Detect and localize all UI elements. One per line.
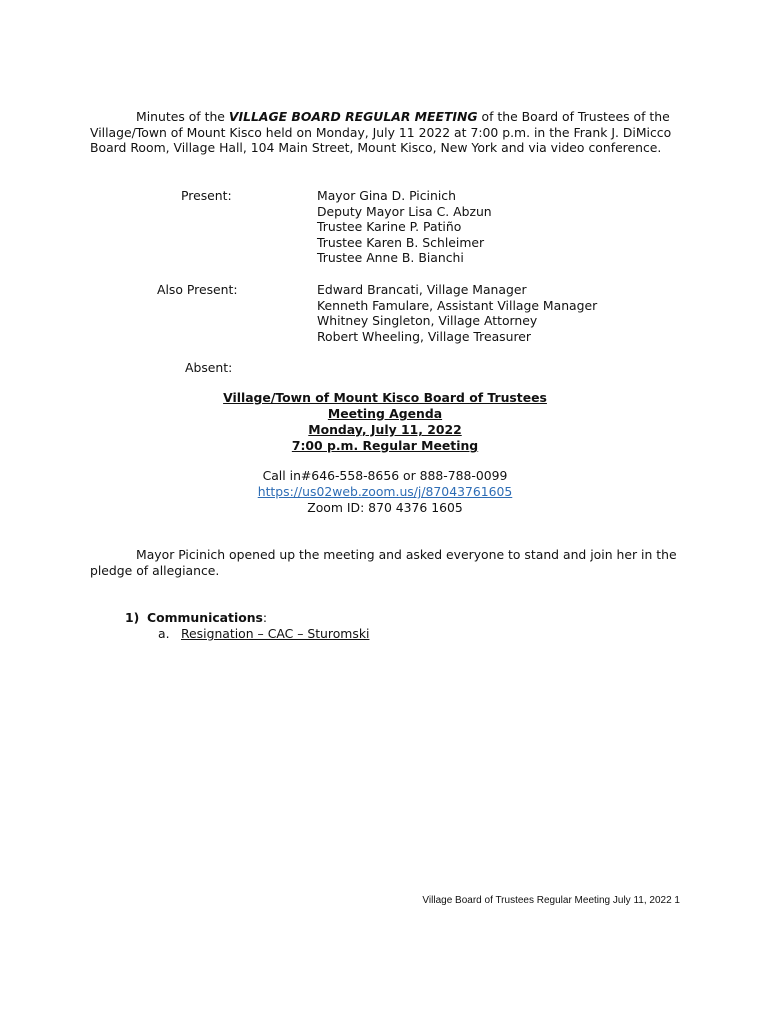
agenda-subtitle: Meeting Agenda: [327, 406, 443, 421]
section-number: 1): [125, 610, 140, 625]
present-name: Deputy Mayor Lisa C. Abzun: [317, 203, 492, 219]
meeting-type: VILLAGE BOARD REGULAR MEETING: [228, 109, 478, 124]
also-present-name: Whitney Singleton, Village Attorney: [317, 313, 538, 329]
section-colon: :: [262, 610, 268, 625]
zoom-link[interactable]: https://us02web.zoom.us/j/87043761605: [257, 484, 513, 499]
absent-label: Absent:: [185, 360, 233, 375]
intro-lead: Minutes of the: [136, 109, 229, 124]
present-name: Trustee Karen B. Schleimer: [317, 234, 485, 250]
page-footer: Village Board of Trustees Regular Meeting July 11, 2022 1: [422, 895, 680, 906]
also-present-name: Robert Wheeling, Village Treasurer: [317, 328, 532, 344]
section-communications: [125, 610, 267, 626]
section-title: Communications: [147, 610, 263, 625]
intro-paragraph: [90, 109, 680, 156]
call-info: [0, 468, 770, 516]
intro-rest: of the Board of Trustees of the Village/Town of Mount Kisco held on Monday, July 11 2022 at 7:00 p.m. in the Frank J. DiMicco Board Room, Village Hall, 104 Main Street, Mount Kisco, New York and via video conference.: [90, 109, 672, 156]
opening-paragraph: [90, 547, 680, 579]
present-name: Trustee Karine P. Patiño: [317, 219, 462, 235]
also-present-name: Edward Brancati, Village Manager: [317, 282, 527, 297]
agenda-time: 7:00 p.m. Regular Meeting: [291, 438, 479, 453]
zoom-id: Zoom ID: 870 4376 1605: [307, 500, 463, 515]
agenda-date: Monday, July 11, 2022: [308, 422, 462, 437]
also-present-name: Kenneth Famulare, Assistant Village Manager: [317, 297, 598, 313]
present-name: Trustee Anne B. Bianchi: [317, 250, 464, 266]
present-name: Mayor Gina D. Picinich: [317, 188, 456, 203]
item-text: Resignation – CAC – Sturomski: [181, 626, 370, 641]
call-in-number: Call in#646-558-8656 or 888-788-0099: [262, 468, 508, 483]
also-present-label: Also Present:: [157, 282, 238, 297]
agenda-title: Village/Town of Mount Kisco Board of Trustees: [223, 390, 547, 405]
also-present-list: [317, 282, 597, 344]
section-item: [158, 626, 369, 642]
present-list: [317, 188, 492, 266]
opening-text: Mayor Picinich opened up the meeting and asked everyone to stand and join her in the pledge of allegiance.: [90, 547, 677, 578]
item-letter: a.: [158, 626, 170, 641]
present-label: Present:: [181, 188, 232, 203]
agenda-header: [0, 390, 770, 454]
